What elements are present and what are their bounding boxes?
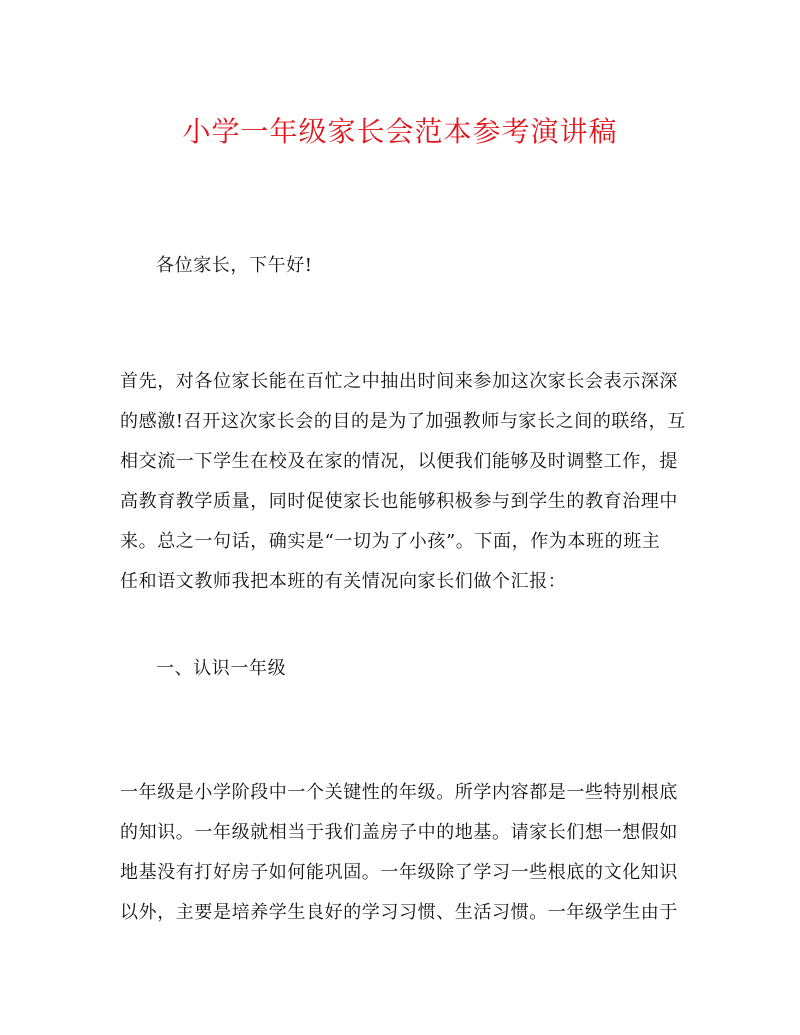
greeting-line: 各位家长，下午好! xyxy=(156,255,313,276)
paragraph-line: 的感激!召开这次家长会的目的是为了加强教师与家长之间的联络，互 xyxy=(120,411,686,432)
paragraph-line: 任和语文教师我把本班的有关情况向家长们做个汇报： xyxy=(120,571,567,592)
paragraph-line: 的知识。一年级就相当于我们盖房子中的地基。请家长们想一想假如 xyxy=(120,822,678,843)
paragraph-line: 首先，对各位家长能在百忙之中抽出时间来参加这次家长会表示深深 xyxy=(120,371,678,392)
section-heading: 一、认识一年级 xyxy=(156,658,287,679)
paragraph-line: 地基没有打好房子如何能巩固。一年级除了学习一些根底的文化知识 xyxy=(120,862,678,883)
paragraph-line: 相交流一下学生在校及在家的情况，以便我们能够及时调整工作，提 xyxy=(120,451,678,472)
paragraph-line: 以外，主要是培养学生良好的学习习惯、生活习惯。一年级学生由于 xyxy=(120,902,678,923)
paragraph-line: 一年级是小学阶段中一个关键性的年级。所学内容都是一些特别根底 xyxy=(120,782,678,803)
paragraph-line: 来。总之一句话，确实是“一切为了小孩”。下面，作为本班的班主 xyxy=(120,531,661,552)
document-title: 小学一年级家长会范本参考演讲稿 xyxy=(182,115,618,148)
paragraph-line: 高教育教学质量，同时促使家长也能够积极参与到学生的教育治理中 xyxy=(120,491,678,512)
